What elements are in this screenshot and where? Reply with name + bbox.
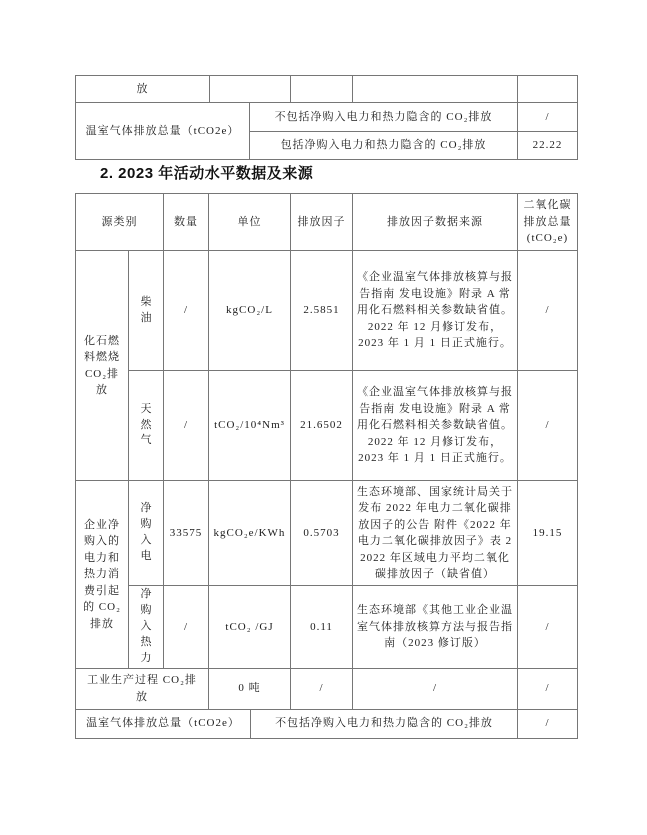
factor-cell: / <box>291 668 353 709</box>
purchased-energy-category-cell: 企业净购入的电力和热力消费引起的 CO₂排放 <box>76 481 129 669</box>
process-label-text: 工业生产过程 CO₂排放 <box>87 674 197 703</box>
col-header-source-category: 源类别 <box>76 194 164 251</box>
empty-cell <box>291 76 353 103</box>
fuel-name-text: 净购入热力 <box>140 588 152 664</box>
table-row-natural-gas <box>76 371 578 481</box>
table-row-purchased-heat <box>76 586 578 669</box>
prev-partial-cell: 放 <box>76 76 210 103</box>
incl-purchased-value: 22.22 <box>518 132 578 160</box>
excl-purchased-desc: 不包括净购入电力和热力隐含的 CO₂排放 <box>251 709 518 738</box>
prev-table-partial-row <box>75 75 578 103</box>
fuel-name-text: 柴油 <box>140 295 152 324</box>
factor-cell: 2.5851 <box>291 251 353 371</box>
col-header-unit: 单位 <box>209 194 291 251</box>
fuel-name-cell <box>129 481 164 586</box>
total-cell: / <box>518 668 578 709</box>
table-row-diesel <box>76 251 578 371</box>
excl-purchased-value: / <box>518 709 578 738</box>
fuel-name-text: 天然气 <box>140 402 152 447</box>
empty-cell <box>518 76 578 103</box>
prev-table-total-rows <box>75 102 578 160</box>
col-header-emission-factor: 排放因子 <box>291 194 353 251</box>
factor-source-cell: 《企业温室气体排放核算与报告指南 发电设施》附录 A 常用化石燃料相关参数缺省值。2022 年 12 月修订发布，2023 年 1 月 1 日正式施行。 <box>353 371 518 481</box>
factor-source-cell: 《企业温室气体排放核算与报告指南 发电设施》附录 A 常用化石燃料相关参数缺省值。2022 年 12 月修订发布，2023 年 1 月 1 日正式施行。 <box>353 251 518 371</box>
excl-purchased-value: / <box>518 103 578 132</box>
factor-cell: 21.6502 <box>291 371 353 481</box>
table-row-industrial-process <box>76 668 578 709</box>
excl-purchased-desc: 不包括净购入电力和热力隐含的 CO₂排放 <box>250 103 518 132</box>
factor-source-cell: 生态环境部、国家统计局关于发布 2022 年电力二氧化碳排放因子的公告 附件《2022 年电力二氧化碳排放因子》表 2 2022 年区域电力平均二氧化碳排放因子（缺省值） <box>353 481 518 586</box>
table-row-purchased-electricity <box>76 481 578 586</box>
factor-source-cell: 生态环境部《其他工业企业温室气体排放核算方法与报告指南（2023 修订版） <box>353 586 518 669</box>
qty-cell: / <box>164 371 209 481</box>
process-label-cell <box>76 668 209 709</box>
section-heading: 2. 2023 年活动水平数据及来源 <box>100 165 314 182</box>
empty-cell <box>353 76 518 103</box>
header-row <box>76 194 578 251</box>
table-row-ghg-total <box>76 709 578 738</box>
col-header-quantity: 数量 <box>164 194 209 251</box>
fossil-category-cell: 化石燃料燃烧CO₂排放 <box>76 251 129 481</box>
fuel-name-cell <box>129 251 164 371</box>
fuel-name-cell <box>129 586 164 669</box>
fuel-name-text: 净购入电 <box>140 502 152 562</box>
ghg-total-label: 温室气体排放总量（tCO2e） <box>76 103 250 160</box>
ghg-total-label: 温室气体排放总量（tCO2e） <box>76 709 251 738</box>
total-cell: / <box>518 251 578 371</box>
total-cell: 19.15 <box>518 481 578 586</box>
unit-cell: kgCO₂e/KWh <box>209 481 291 586</box>
col-header-factor-source: 排放因子数据来源 <box>353 194 518 251</box>
activity-table-total-row <box>75 709 578 739</box>
empty-cell <box>210 76 291 103</box>
unit-cell: tCO₂ /GJ <box>209 586 291 669</box>
activity-table-body <box>75 193 578 710</box>
unit-cell: tCO₂/10⁴Nm³ <box>209 371 291 481</box>
prev-table <box>75 75 578 160</box>
col-header-co2-total: 二氧化碳排放总量(tCO₂e) <box>518 194 578 251</box>
incl-purchased-desc: 包括净购入电力和热力隐含的 CO₂排放 <box>250 132 518 160</box>
qty-cell: / <box>164 586 209 669</box>
qty-cell: 33575 <box>164 481 209 586</box>
total-cell: / <box>518 586 578 669</box>
factor-source-cell: / <box>353 668 518 709</box>
total-cell: / <box>518 371 578 481</box>
activity-data-table <box>75 193 578 739</box>
unit-cell: kgCO₂/L <box>209 251 291 371</box>
qty-cell: 0 吨 <box>209 668 291 709</box>
factor-cell: 0.11 <box>291 586 353 669</box>
qty-cell: / <box>164 251 209 371</box>
fuel-name-cell <box>129 371 164 481</box>
factor-cell: 0.5703 <box>291 481 353 586</box>
